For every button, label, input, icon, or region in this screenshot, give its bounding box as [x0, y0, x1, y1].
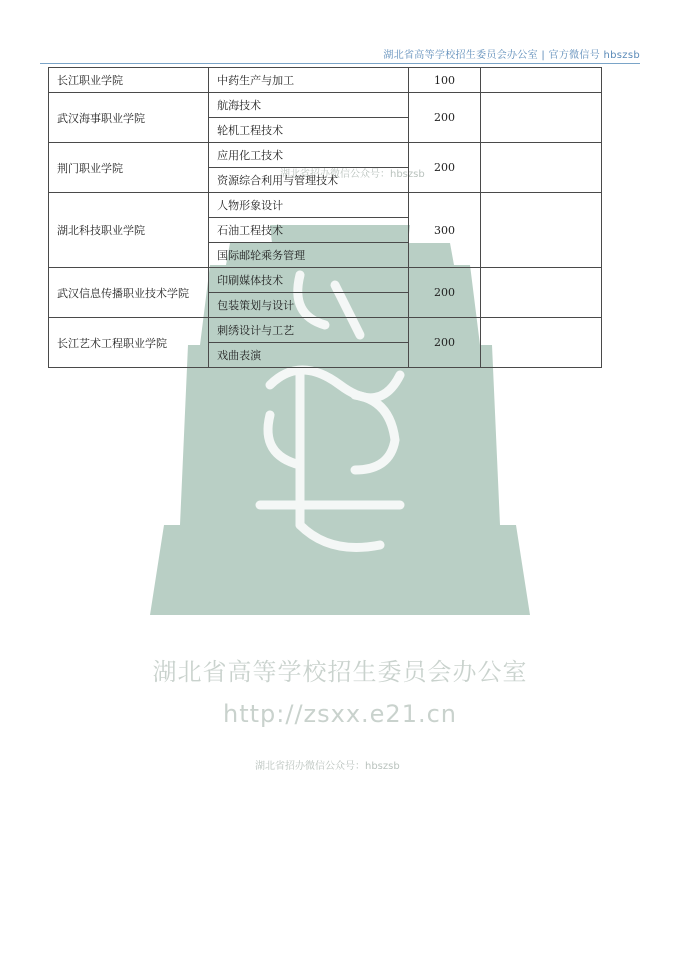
- major-cell: 刺绣设计与工艺: [209, 318, 409, 343]
- school-cell: 武汉信息传播职业技术学院: [49, 268, 209, 318]
- major-cell: 轮机工程技术: [209, 118, 409, 143]
- school-cell: 长江艺术工程职业学院: [49, 318, 209, 368]
- table-row: [49, 193, 602, 218]
- major-cell: 包装策划与设计: [209, 293, 409, 318]
- count-cell: 200: [409, 318, 481, 368]
- enrollment-table: [48, 67, 602, 368]
- major-cell: 石油工程技术: [209, 218, 409, 243]
- page-header: 湖北省高等学校招生委员会办公室 | 官方微信号 hbszsb: [383, 50, 640, 61]
- watermark-url: http://zsxx.e21.cn: [223, 700, 457, 728]
- school-cell: 武汉海事职业学院: [49, 93, 209, 143]
- count-cell: 300: [409, 193, 481, 268]
- major-cell: 印刷媒体技术: [209, 268, 409, 293]
- school-cell: 荆门职业学院: [49, 143, 209, 193]
- remarks-cell: [480, 143, 601, 193]
- remarks-cell: [480, 193, 601, 268]
- table-row: [49, 143, 602, 168]
- school-cell: 湖北科技职业学院: [49, 193, 209, 268]
- major-cell: 戏曲表演: [209, 343, 409, 368]
- remarks-cell: [480, 93, 601, 143]
- major-cell: 国际邮轮乘务管理: [209, 243, 409, 268]
- table-row: [49, 68, 602, 93]
- watermark-org-name: 湖北省高等学校招生委员会办公室: [152, 658, 528, 686]
- count-cell: 200: [409, 143, 481, 193]
- remarks-cell: [480, 268, 601, 318]
- major-cell: 中药生产与加工: [209, 68, 409, 93]
- table-body: [49, 68, 602, 368]
- major-cell: 航海技术: [209, 93, 409, 118]
- major-cell: 资源综合利用与管理技术: [209, 168, 409, 193]
- table-row: [49, 93, 602, 118]
- count-cell: 200: [409, 93, 481, 143]
- watermark-wechat-line: 湖北省招办微信公众号：hbszsb: [255, 761, 400, 772]
- remarks-cell: [480, 68, 601, 93]
- header-divider: [40, 63, 640, 64]
- major-cell: 人物形象设计: [209, 193, 409, 218]
- school-cell: 长江职业学院: [49, 68, 209, 93]
- count-cell: 100: [409, 68, 481, 93]
- table-row: [49, 268, 602, 293]
- remarks-cell: [480, 318, 601, 368]
- count-cell: 200: [409, 268, 481, 318]
- major-cell: 应用化工技术: [209, 143, 409, 168]
- table-row: [49, 318, 602, 343]
- watermark-wechat-line: 湖北省招办微信公众号：hbszsb: [280, 169, 425, 180]
